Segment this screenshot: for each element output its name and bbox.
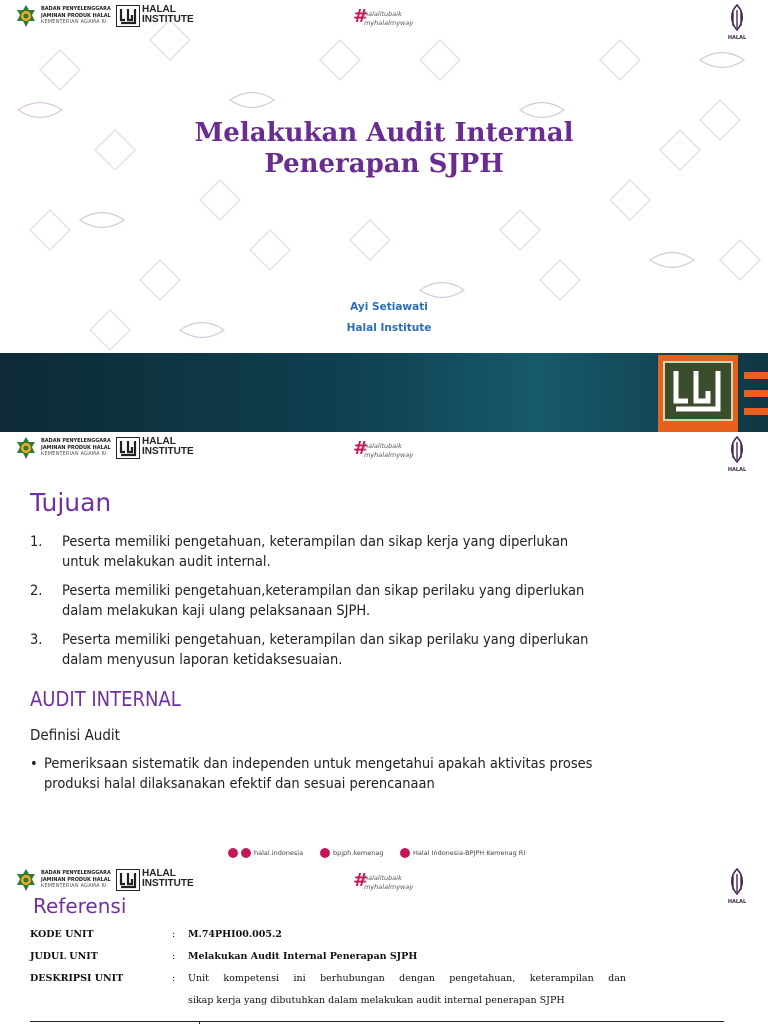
reference-title: Referensi [33,894,127,918]
instagram-icon [228,848,238,858]
halal-institute-text [142,437,194,457]
hashtag-icon: # [353,438,369,459]
hi-line2: INSTITUTE [142,878,194,889]
hashtag [353,872,433,894]
banner-stripe [744,408,768,415]
banner-stripe [744,372,768,379]
objective-number: 1. [30,534,43,550]
objective-line2: dalam menyusun laporan ketidaksesuaian. [62,652,343,668]
row-colon: : [172,973,176,984]
hashtag [353,8,433,30]
objective-line2: dalam melakukan kaji ulang pelaksanaan SJPH. [62,603,371,619]
bpjph-line2: JAMINAN PRODUK HALAL [41,876,111,883]
title-slide [0,0,768,432]
hashtag-line1: halalitubaik [364,10,402,18]
row-key: JUDUL UNIT [30,951,98,962]
row-value: M.74PHI00.005.2 [188,929,282,940]
objective-line1: Peserta memiliki pengetahuan, keterampilan dan sikap perilaku yang diperlukan [62,632,589,648]
hi-line1: HALAL [142,4,176,15]
objective-line2: untuk melakukan audit internal. [62,554,271,570]
social-handle: Halal Indonesia-BPJPH Kemenag RI [413,849,526,857]
title-line1: Melakukan Audit Internal [194,118,574,148]
hi-line1: HALAL [142,868,176,879]
youtube-icon [400,848,410,858]
reference-slide [0,864,768,1024]
bpjph-line1: BADAN PENYELENGGARA [41,870,111,876]
bullet-icon: • [30,756,38,772]
hi-line2: INSTITUTE [142,446,194,457]
social-handle: halal.indonesia [254,849,304,857]
hashtag [353,440,433,462]
bpjph-line3: KEMENTERIAN AGAMA RI [41,883,107,889]
objective-item [30,581,730,621]
bpjph-text [41,6,113,26]
bpjph-line3: KEMENTERIAN AGAMA RI [41,451,107,457]
hashtag-line2: myhalalmyway [364,451,414,459]
hi-line2: INSTITUTE [142,14,194,25]
objective-item [30,630,730,670]
bpjph-line1: BADAN PENYELENGGARA [41,6,111,12]
title-line2: Penerapan SJPH [264,149,504,179]
bpjph-line2: JAMINAN PRODUK HALAL [41,444,111,451]
hashtag-line1: halalitubaik [364,874,402,882]
banner-stripe [744,390,768,397]
halal-label: HALAL [727,35,747,41]
halal-institute-text [142,869,194,889]
bottom-banner [0,353,768,432]
audit-internal-heading: AUDIT INTERNAL [30,687,181,711]
row-colon: : [172,951,176,962]
bullet-line1: Pemeriksaan sistematik dan independen untuk mengetahui apakah aktivitas proses [44,756,593,772]
slide-title [0,118,768,180]
halal-label: HALAL [727,467,747,473]
bpjph-text [41,438,113,458]
header [0,432,768,472]
objective-line1: Peserta memiliki pengetahuan,keterampilan dan sikap perilaku yang diperlukan [62,583,585,599]
objective-number: 2. [30,583,43,599]
author-name: Ayi Setiawati [350,301,428,313]
halal-institute-logo-icon [116,437,140,459]
halal-institute-text [142,5,194,25]
objective-number: 3. [30,632,43,648]
social-instagram-facebook[interactable] [228,848,303,860]
hashtag-line1: halalitubaik [364,442,402,450]
hashtag-line2: myhalalmyway [364,883,414,891]
objective-line1: Peserta memiliki pengetahuan, keterampilan dan sikap kerja yang diperlukan [62,534,569,550]
objectives-slide [0,432,768,864]
author-institution: Halal Institute [346,322,432,334]
row-colon: : [172,929,176,940]
bpjph-logo-icon [14,868,38,892]
bpjph-line1: BADAN PENYELENGGARA [41,438,111,444]
row-value: Melakukan Audit Internal Penerapan SJPH [188,951,418,962]
bpjph-line3: KEMENTERIAN AGAMA RI [41,19,107,25]
objective-item [30,532,730,572]
twitter-icon [320,848,330,858]
row-key: DESKRIPSI UNIT [30,973,124,984]
hashtag-icon: # [353,6,369,27]
social-handle: bpjph.kemenag [333,849,384,857]
hashtag-line2: myhalalmyway [364,19,414,27]
definition-label: Definisi Audit [30,726,120,744]
header [0,0,768,40]
social-youtube[interactable] [400,848,525,860]
bpjph-line2: JAMINAN PRODUK HALAL [41,12,111,19]
halal-institute-logo-icon [116,5,140,27]
hashtag-icon: # [353,870,369,891]
objectives-list [30,532,730,679]
halal-label: HALAL [727,899,747,905]
bpjph-logo-icon [14,436,38,460]
definition-bullet [30,754,720,794]
bpjph-logo-icon [14,4,38,28]
row-value-line2: sikap kerja yang dibutuhkan dalam melakukan audit internal penerapan SJPH [188,995,565,1006]
hi-line1: HALAL [142,436,176,447]
bullet-line2: produksi halal dilaksanakan efektif dan sesuai perencanaan [44,776,435,792]
row-value-line1: Unit kompetensi ini berhubungan dengan pengetahuan, keterampilan dan [188,973,626,984]
row-key: KODE UNIT [30,929,94,940]
facebook-icon [241,848,251,858]
banner-halal-logo-icon [666,363,730,419]
bpjph-text [41,870,113,890]
social-twitter[interactable] [320,848,383,860]
halal-institute-logo-icon [116,869,140,891]
objectives-title: Tujuan [30,488,112,517]
